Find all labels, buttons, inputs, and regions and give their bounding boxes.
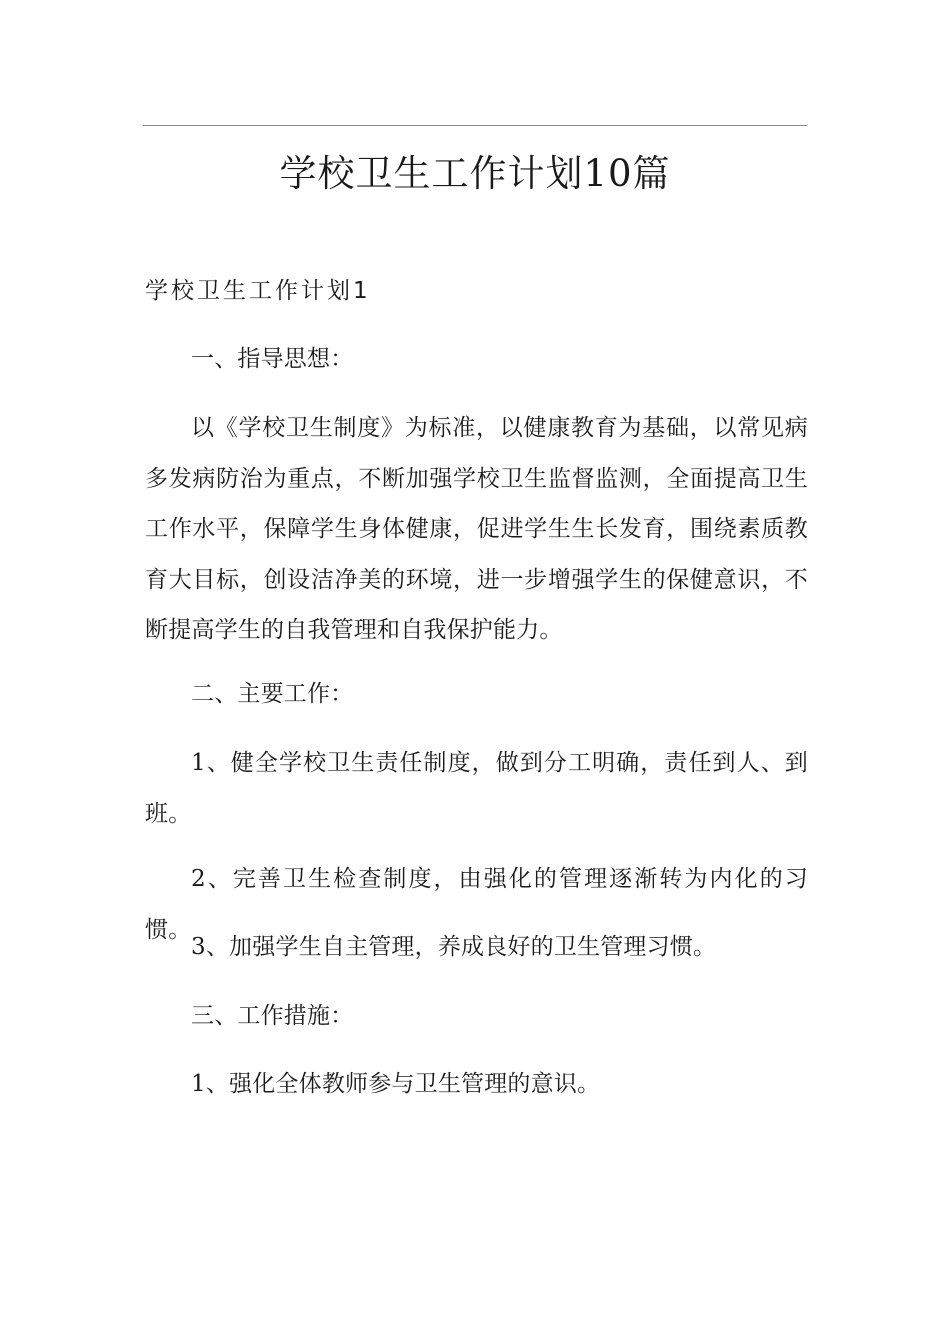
section-heading: 学校卫生工作计划1: [145, 278, 371, 304]
paragraph-measures-item-1: 1、强化全体教师参与卫生管理的意识。: [191, 1071, 601, 1097]
document-title: 学校卫生工作计划10篇: [279, 152, 671, 195]
paragraph-measures-heading: 三、工作措施：: [191, 1003, 354, 1029]
header-rule: [143, 125, 807, 126]
paragraph-main-work-item-1: 1、健全学校卫生责任制度，做到分工明确，责任到人、到班。: [145, 750, 808, 827]
paragraph-guiding-ideology-body: 以《学校卫生制度》为标准，以健康教育为基础，以常见病多发病防治为重点，不断加强学校卫生监督监测，全面提高卫生工作水平，保障学生身体健康，促进学生生长发育，围绕素质教育大目标，创设洁净美的环境，进一步增强学生的保健意识，不断提高学生的自我管理和自我保护能力。: [145, 415, 808, 643]
paragraph-main-work-item-3: 3、加强学生自主管理，养成良好的卫生管理习惯。: [191, 934, 717, 960]
paragraph-guiding-ideology-heading: 一、指导思想：: [191, 346, 354, 372]
paragraph-main-work-item-2: 2、完善卫生检查制度，由强化的管理逐渐转为内化的习惯。: [145, 866, 808, 943]
paragraph-main-work-heading: 二、主要工作：: [191, 681, 354, 707]
